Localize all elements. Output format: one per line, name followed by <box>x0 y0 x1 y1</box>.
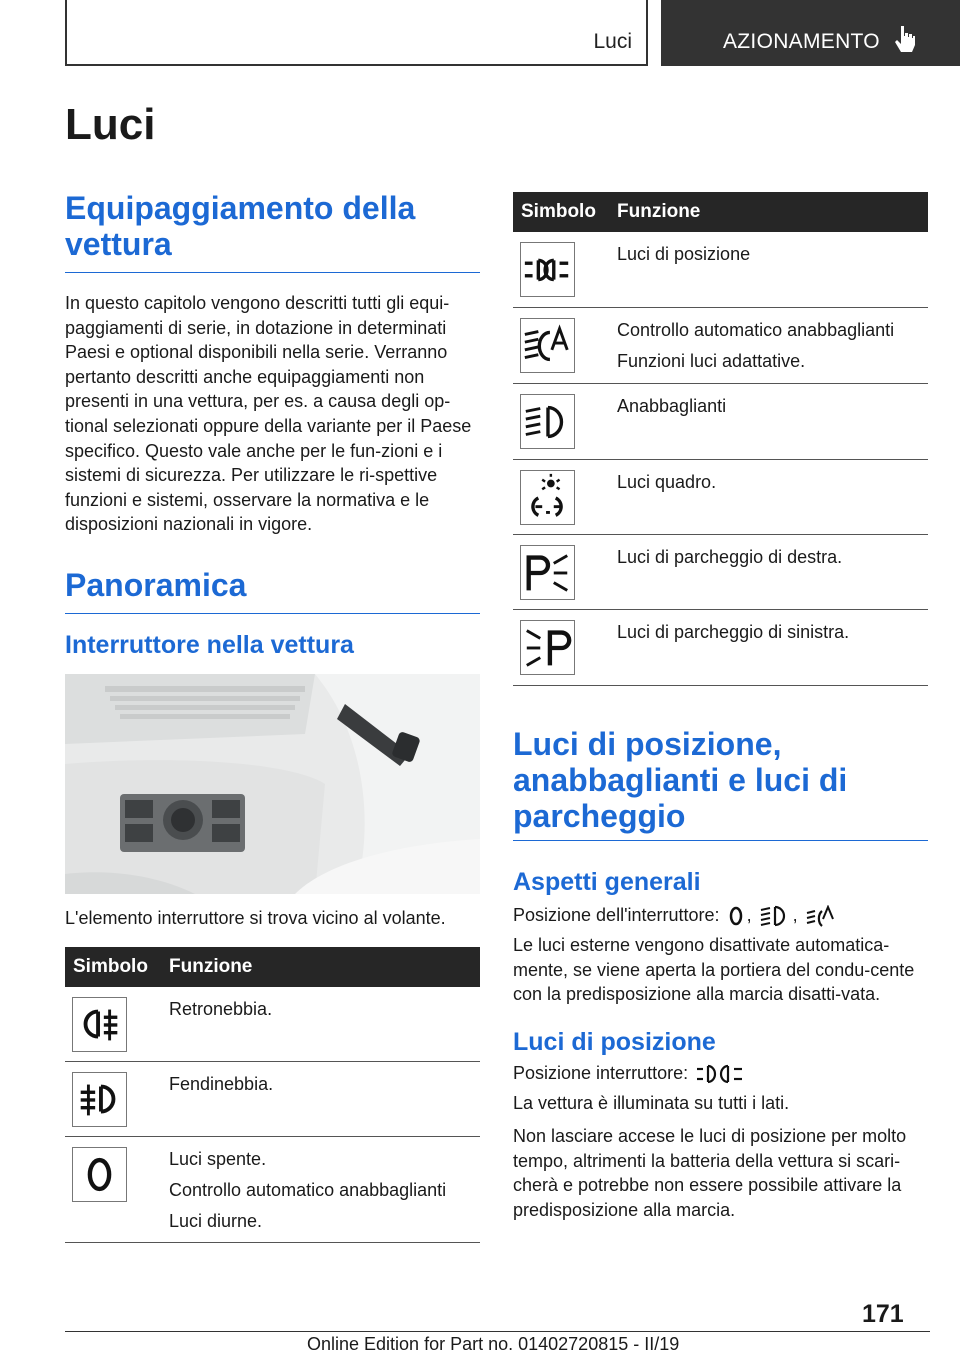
table-row <box>513 307 928 383</box>
equipment-text: In questo capitolo vengono descritti tutti gli equi-paggiamenti di serie, in dotazione in determinati Paesi e optional disponibili nella serie. Verranno pertanto descritti anche equipaggiamenti non presenti in una vettura, per es. a causa degli op-tional selezionati oppure della variante per il Paese specifico. Questo vale anche per le fun-zioni e i sistemi di sicurezza. Per utilizzare le ri-spettive funzioni e sistemi, osservare la normativa e le disposizioni nazionali in vigore. <box>65 293 472 535</box>
general-switch-line: Posizione dell'interruttore: , , <box>513 903 928 928</box>
general-text: Le luci esterne vengono disattivate automatica-mente, se viene aperta la portiera del condu-cente con la predisposizione alla marcia disatti-vata. <box>513 935 915 1005</box>
function-text: Fendinebbia. <box>169 1074 274 1095</box>
auto-low-beam-icon <box>520 318 575 373</box>
right-parking-light-icon <box>520 545 575 600</box>
page-number: 171 <box>862 1300 904 1328</box>
right-column <box>513 192 928 1222</box>
pos-switch-label: Posizione interruttore: <box>513 1062 689 1083</box>
function-text: Luci spente. <box>169 1149 267 1170</box>
section-tab-label: Luci <box>593 30 632 53</box>
low-beam-icon <box>520 394 575 449</box>
instrument-lighting-icon <box>520 470 575 525</box>
footer-rule <box>65 1331 930 1332</box>
photo-caption: L'elemento interruttore si trova vicino al volante. <box>65 907 446 928</box>
table-row <box>513 534 928 609</box>
function-text: Controllo automatico anabbaglianti <box>617 319 895 340</box>
edition-text: Online Edition for Part no. 01402720815 - II/19 <box>307 1334 680 1354</box>
pos-text-1: La vettura è illuminata su tutti i lati. <box>513 1093 790 1114</box>
table-row <box>513 383 928 459</box>
function-text: Luci di parcheggio di sinistra. <box>617 621 850 642</box>
pos-text-2: Non lasciare accese le luci di posizione per molto tempo, altrimenti la batteria della vettura si scari-cherà e potrebbe non essere possibile attivare la predisposizione alla marcia. <box>513 1126 907 1220</box>
page-header <box>0 0 960 66</box>
function-text: Funzioni luci adattative. <box>617 350 806 371</box>
table-row <box>513 459 928 534</box>
function-text: Luci diurne. <box>169 1211 263 1232</box>
rear-fog-light-icon <box>72 997 127 1052</box>
general-heading: Aspetti generali <box>513 867 701 896</box>
table-row <box>65 987 480 1062</box>
pos-lights-heading: Luci di posizione <box>513 1027 716 1056</box>
front-fog-light-icon <box>72 1072 127 1127</box>
table-header-symbol: Simbolo <box>513 192 609 232</box>
overview-rule <box>65 613 480 614</box>
table-row <box>513 609 928 685</box>
table-header-symbol: Simbolo <box>65 947 161 987</box>
left-symbol-table <box>65 947 480 1244</box>
table-header-function: Funzione <box>609 192 928 232</box>
chapter-tab[interactable] <box>661 0 960 66</box>
equipment-heading: Equipaggiamento della vettura <box>65 190 416 262</box>
lights-off-zero-icon <box>728 905 744 927</box>
lights-off-zero-icon <box>72 1147 127 1202</box>
function-text: Retronebbia. <box>169 998 273 1019</box>
table-row <box>65 1137 480 1243</box>
hand-pointer-icon <box>894 24 916 52</box>
low-beam-icon <box>760 905 790 927</box>
function-text: Anabbaglianti <box>617 395 727 416</box>
left-parking-light-icon <box>520 620 575 675</box>
pos-switch-line <box>513 1061 928 1086</box>
section-tab[interactable] <box>65 0 648 66</box>
right-symbol-table <box>513 192 928 686</box>
position-lights-heading: Luci di posizione, anabbaglianti e luci di parcheggio <box>513 725 848 834</box>
switch-photo <box>65 674 480 894</box>
function-text: Luci di parcheggio di destra. <box>617 546 843 567</box>
parking-lights-icon <box>520 242 575 297</box>
switch-heading: Interruttore nella vettura <box>65 630 354 659</box>
chapter-tab-label: AZIONAMENTO <box>723 30 880 53</box>
table-row <box>513 232 928 307</box>
parking-lights-icon <box>696 1063 744 1085</box>
general-switch-label: Posizione dell'interruttore: <box>513 904 720 925</box>
auto-low-beam-icon <box>806 905 834 927</box>
equipment-rule <box>65 272 480 273</box>
table-header-function: Funzione <box>161 947 480 987</box>
table-row <box>65 1062 480 1137</box>
overview-heading: Panoramica <box>65 566 247 603</box>
page-title: Luci <box>65 100 156 149</box>
function-text: Controllo automatico anabbaglianti <box>169 1180 447 1201</box>
function-text: Luci di posizione <box>617 244 751 264</box>
left-column <box>65 190 480 1243</box>
function-text: Luci quadro. <box>617 471 717 492</box>
position-lights-rule <box>513 840 928 841</box>
